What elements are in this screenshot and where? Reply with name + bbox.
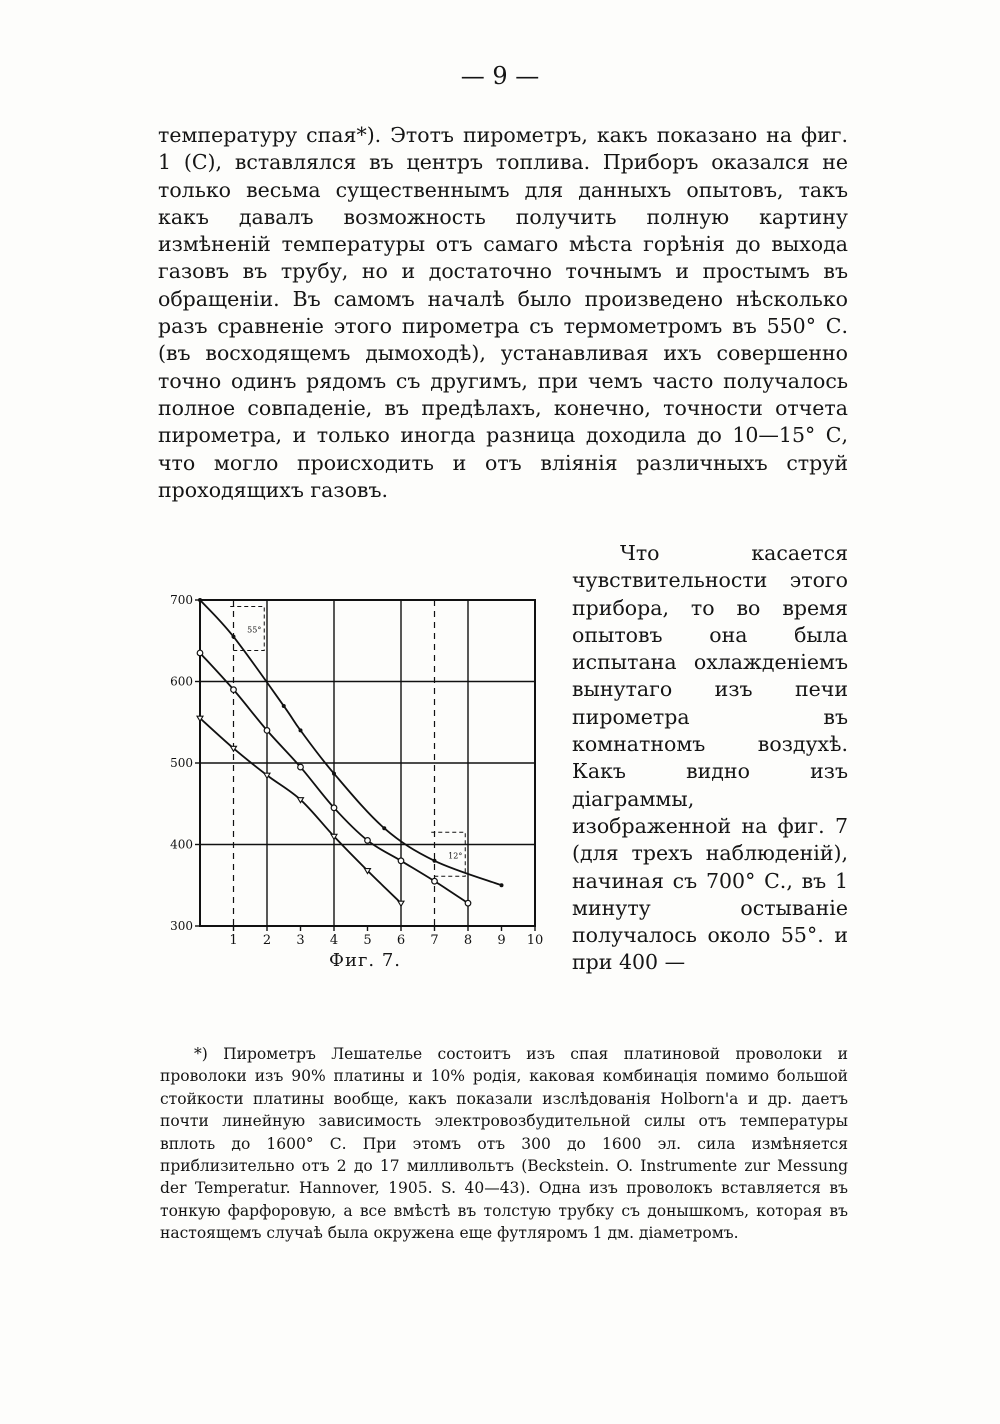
data-point: [465, 900, 471, 906]
footnote: *) Пирометръ Лешателье состоитъ изъ спая платиновой проволоки и проволоки изъ 90% платины и 10% родія, каковая комбинація помимо большой стойкости платины вообще, какъ показали изслѣдованія Holborn'а и др. даетъ почти линейную зависимость электровозбудительной силы отъ температуры вплоть до 1600° С. При этомъ отъ 300 до 1600 эл. сила измѣняется приблизительно отъ 2 до 17 милливольтъ (Beckstein. O. Instrumente zur Messung der Temperatur. Hannover, 1905. S. 40—43). Одна изъ проволокъ вставляется въ тонкую фарфоровую, а все вмѣстѣ въ толстую трубку съ донышкомъ, которая въ настоящемъ случаѣ была окружена еще футляромъ 1 дм. діаметромъ.: [160, 1045, 848, 1243]
data-point: [298, 764, 304, 770]
data-point: [433, 859, 437, 863]
main-paragraph: температуру спая*). Этотъ пирометръ, какъ показано на фиг. 1 (С), вставлялся въ центръ топлива. Приборъ оказался не только весьма существеннымъ для данныхъ опытовъ, такъ какъ давалъ возможность получить полную картину измѣненій температуры отъ самаго мѣста горѣнія до выхода газовъ въ трубу, но и достаточно точнымъ и простымъ въ обращеніи. Въ самомъ началѣ было произведено нѣсколько разъ сравненіе этого пирометра съ термометромъ въ 550° С. (въ восходящемъ дымоходѣ), устанавливая ихъ совершенно точно одинъ рядомъ съ другимъ, при чемъ часто получалось полное совпаденіе, въ предѣлахъ, конечно, точности отчета пирометра, и только иногда разница доходила до 10—15° С, что могло происходить и отъ вліянія различныхъ струй проходящихъ газовъ.: [158, 123, 848, 502]
page-number: — 9 —: [460, 62, 540, 90]
data-point: [231, 687, 237, 693]
y-tick-label: 300: [170, 919, 193, 933]
data-point: [197, 650, 203, 656]
data-point: [382, 826, 386, 830]
data-point: [500, 883, 504, 887]
data-point: [264, 728, 270, 734]
x-tick-label: 8: [463, 933, 473, 948]
figure-caption: Фиг. 7.: [329, 950, 401, 971]
data-point: [432, 878, 438, 884]
series-line: [200, 600, 502, 885]
data-point: [332, 772, 336, 776]
x-tick-label: 7: [430, 933, 439, 948]
y-tick-label: 500: [170, 756, 193, 770]
cooling-chart: [150, 578, 550, 948]
data-point: [232, 635, 236, 639]
data-point: [398, 858, 404, 864]
data-point: [398, 901, 404, 906]
x-tick-label: 4: [329, 933, 339, 948]
data-point: [282, 704, 286, 708]
data-point: [365, 838, 371, 844]
annotation-label: 12°: [448, 851, 463, 861]
x-tick-label: 3: [296, 933, 305, 948]
data-point: [299, 728, 303, 732]
side-paragraph: Что касается чувствительности этого прибора, то во время опытовъ она была испытана охлажденіемъ вынутаго изъ печи пирометра въ комнатномъ воздухѣ. Какъ видно изъ діаграммы, изображенной на фиг. 7 (для трехъ наблюденій), начиная съ 700° С., въ 1 минуту остываніе получалось около 55°. и при 400 —: [572, 541, 848, 975]
data-point: [198, 598, 202, 602]
data-point: [331, 805, 337, 811]
x-tick-label: 5: [363, 933, 372, 948]
annotation-label: 55°: [247, 625, 262, 635]
x-tick-label: 1: [229, 933, 238, 948]
x-tick-label: 2: [262, 933, 272, 948]
y-tick-label: 400: [170, 837, 193, 852]
y-tick-label: 600: [170, 674, 193, 689]
x-tick-label: 10: [526, 933, 544, 948]
x-tick-label: 9: [497, 933, 506, 948]
x-tick-label: 6: [396, 933, 406, 948]
figure: [150, 578, 550, 988]
y-tick-label: 700: [170, 593, 193, 607]
